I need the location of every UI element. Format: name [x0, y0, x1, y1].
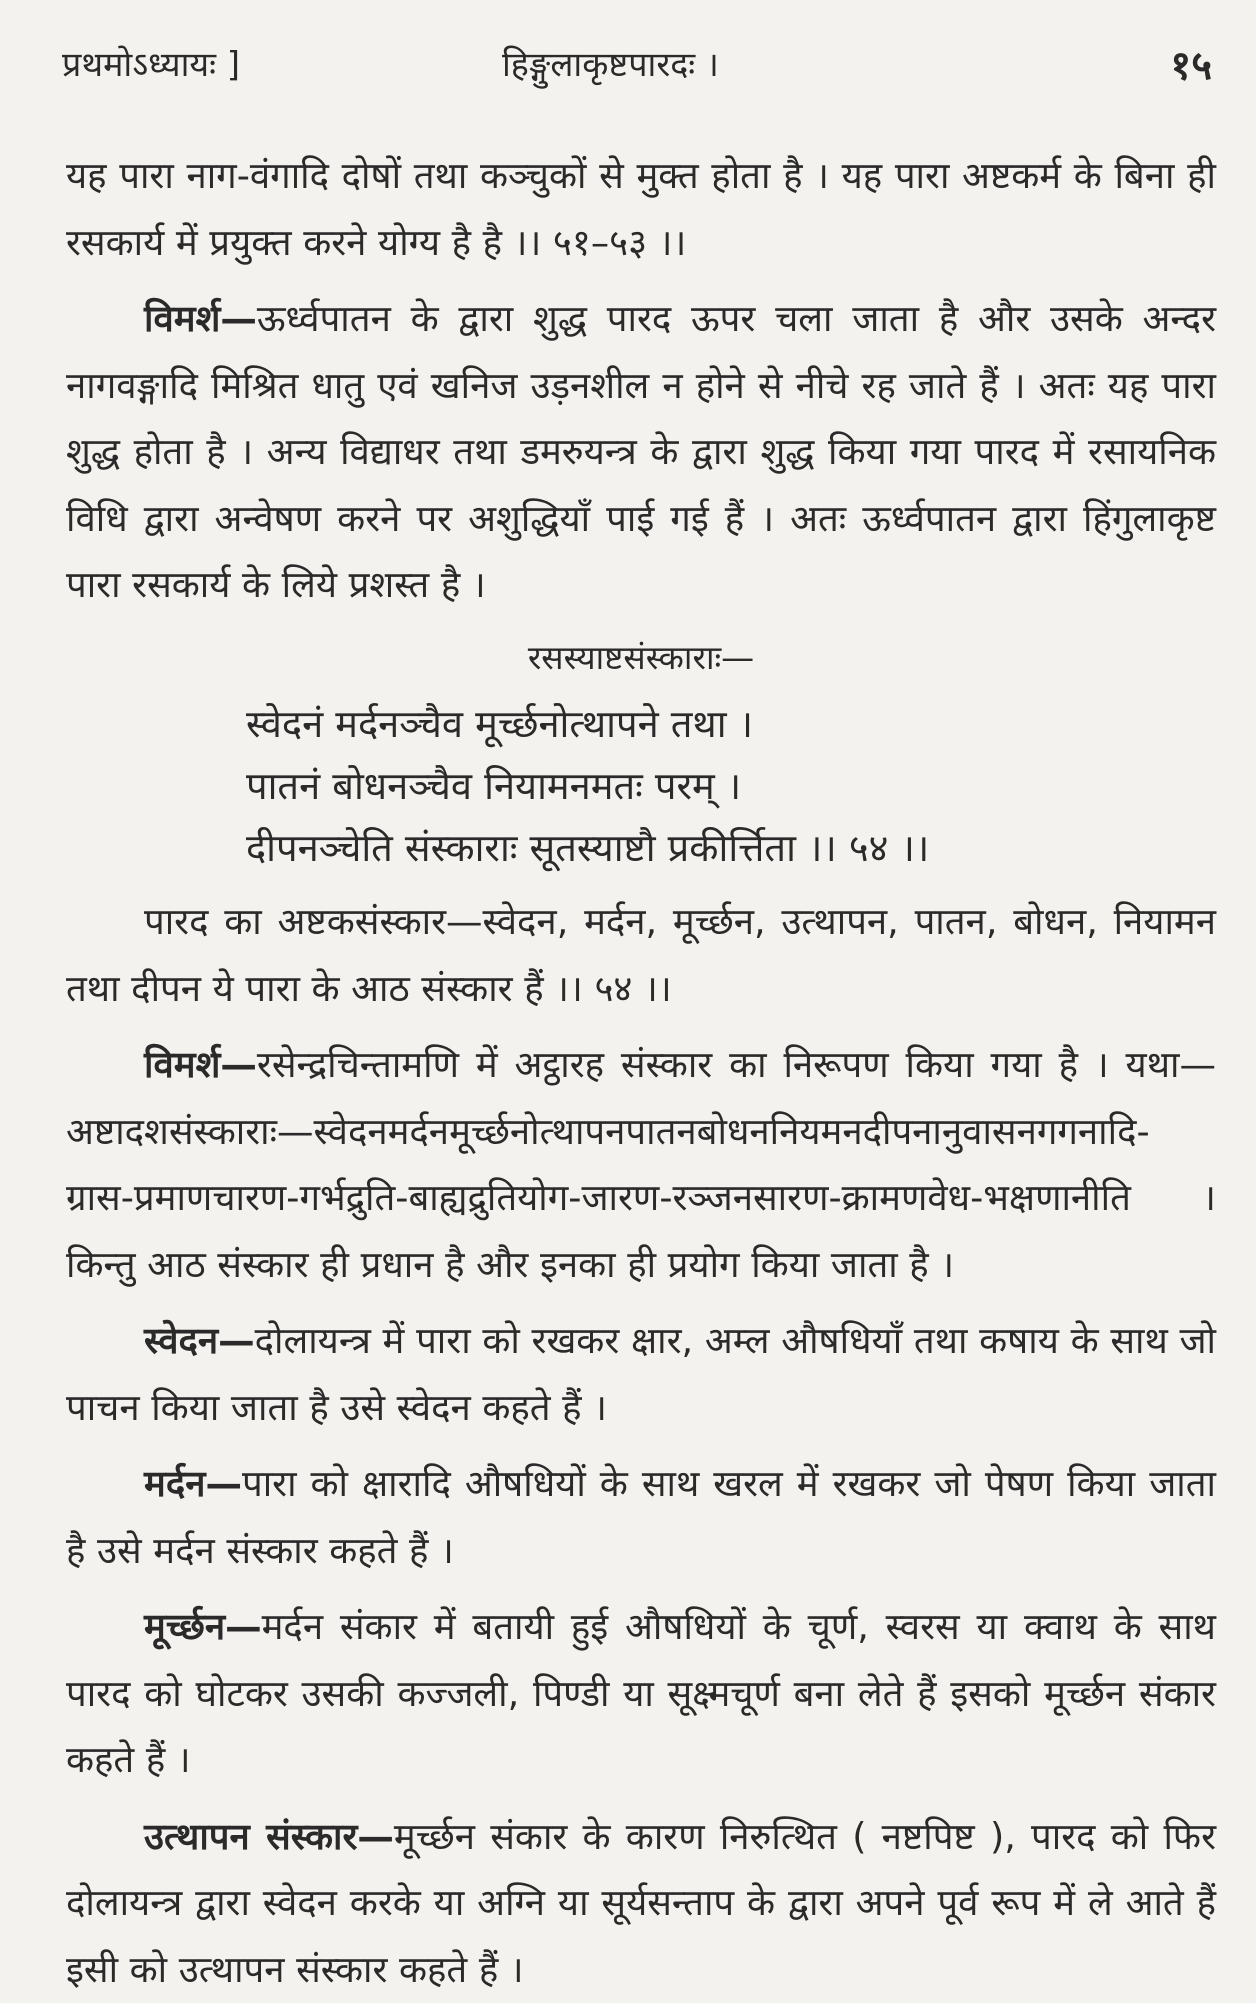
paragraph: पारद का अष्टकसंस्कार—स्वेदन, मर्दन, मूर्च्छन, उत्थापन, पातन, बोधन, नियामन तथा दीपन ये पारा के आठ संस्कार हैं ।। ५४ ।। [66, 889, 1216, 1022]
paragraph-text: दोलायन्त्र में पारा को रखकर क्षार, अम्ल औषधियाँ तथा कषाय के साथ जो पाचन किया जाता है उसे स्वेदन कहते हैं । [66, 1319, 1216, 1429]
paragraph-text: रसेन्द्रचिन्तामणि में अट्ठारह संस्कार का निरूपण किया गया है । यथा—अष्टादशसंस्काराः—स्वेदनमर्दनमूर्च्छनोत्थापनपातनबोधननियमनदीपनानुवासनगगनादि-ग्रास-प्रमाणचारण-गर्भद्रुति-बाह्यद्रुतियोग-जारण-रञ्जनसारण-क्रामणवेध-भक्षणानीति । किन्तु आठ संस्कार ही प्रधान है और इनका ही प्रयोग किया जाता है । [66, 1043, 1216, 1286]
paragraph-heading: स्वेदन— [144, 1319, 255, 1362]
paragraph-heading: विमर्श— [144, 297, 257, 340]
svedana-paragraph [66, 1308, 1216, 1441]
vimarsha-paragraph [66, 1032, 1216, 1298]
paragraph-heading: मूर्च्छन— [144, 1605, 262, 1648]
verse-line: स्वेदनं मर्दनञ्चैव मूर्च्छनोत्थापने तथा । [246, 693, 1216, 755]
chapter-title: प्रथमोऽध्यायः ] [62, 40, 240, 86]
page-header [62, 40, 1212, 100]
paragraph-heading: उत्थापन संस्कार— [144, 1815, 394, 1858]
utthapana-paragraph [66, 1804, 1216, 2003]
murchhana-paragraph [66, 1594, 1216, 1794]
running-title: हिङ्गुलाकृष्टपारदः । [502, 40, 719, 86]
paragraph-heading: मर्दन— [144, 1462, 242, 1505]
paragraph-text: मूर्च्छन संकार के कारण निरुत्थित ( नष्टपिष्ट ), पारद को फिर दोलायन्त्र द्वारा स्वेदन करके या अग्नि या सूर्यसन्ताप के द्वारा अपने पूर्व रूप में ले आते हैं इसी को उत्थापन संस्कार कहते हैं । [66, 1815, 1216, 1991]
verse-block [66, 693, 1216, 879]
page-body [66, 143, 1216, 2003]
vimarsha-paragraph [66, 286, 1216, 619]
mardana-paragraph [66, 1451, 1216, 1584]
verse-heading: रसस्याष्टसंस्काराः— [66, 625, 1216, 692]
page-number: १५ [1170, 36, 1212, 91]
paragraph: यह पारा नाग-वंगादि दोषों तथा कञ्चुकों से मुक्त होता है । यह पारा अष्टकर्म के बिना ही रसकार्य में प्रयुक्त करने योग्य है है ।। ५१–५३ ।। [66, 143, 1216, 276]
paragraph-text: पारा को क्षारादि औषधियों के साथ खरल में रखकर जो पेषण किया जाता है उसे मर्दन संस्कार कहते हैं । [66, 1462, 1216, 1572]
paragraph-text: मर्दन संकार में बतायी हुई औषधियों के चूर्ण, स्वरस या क्वाथ के साथ पारद को घोटकर उसकी कज्जली, पिण्डी या सूक्ष्मचूर्ण बना लेते हैं इसको मूर्च्छन संकार कहते हैं । [66, 1605, 1216, 1781]
verse-line: पातनं बोधनञ्चैव नियामनमतः परम् । [246, 755, 1216, 817]
verse-line: दीपनञ्चेति संस्काराः सूतस्याष्टौ प्रकीर्त्तिता ।। ५४ ।। [246, 817, 1216, 879]
paragraph-heading: विमर्श— [144, 1043, 257, 1086]
paragraph-text: ऊर्ध्वपातन के द्वारा शुद्ध पारद ऊपर चला जाता है और उसके अन्दर नागवङ्गादि मिश्रित धातु एवं खनिज उड़नशील न होने से नीचे रह जाते हैं । अतः यह पारा शुद्ध होता है । अन्य विद्याधर तथा डमरुयन्त्र के द्वारा शुद्ध किया गया पारद में रसायनिक विधि द्वारा अन्वेषण करने पर अशुद्धियाँ पाई गई हैं । अतः ऊर्ध्वपातन द्वारा हिंगुलाकृष्ट पारा रसकार्य के लिये प्रशस्त है । [66, 297, 1216, 606]
